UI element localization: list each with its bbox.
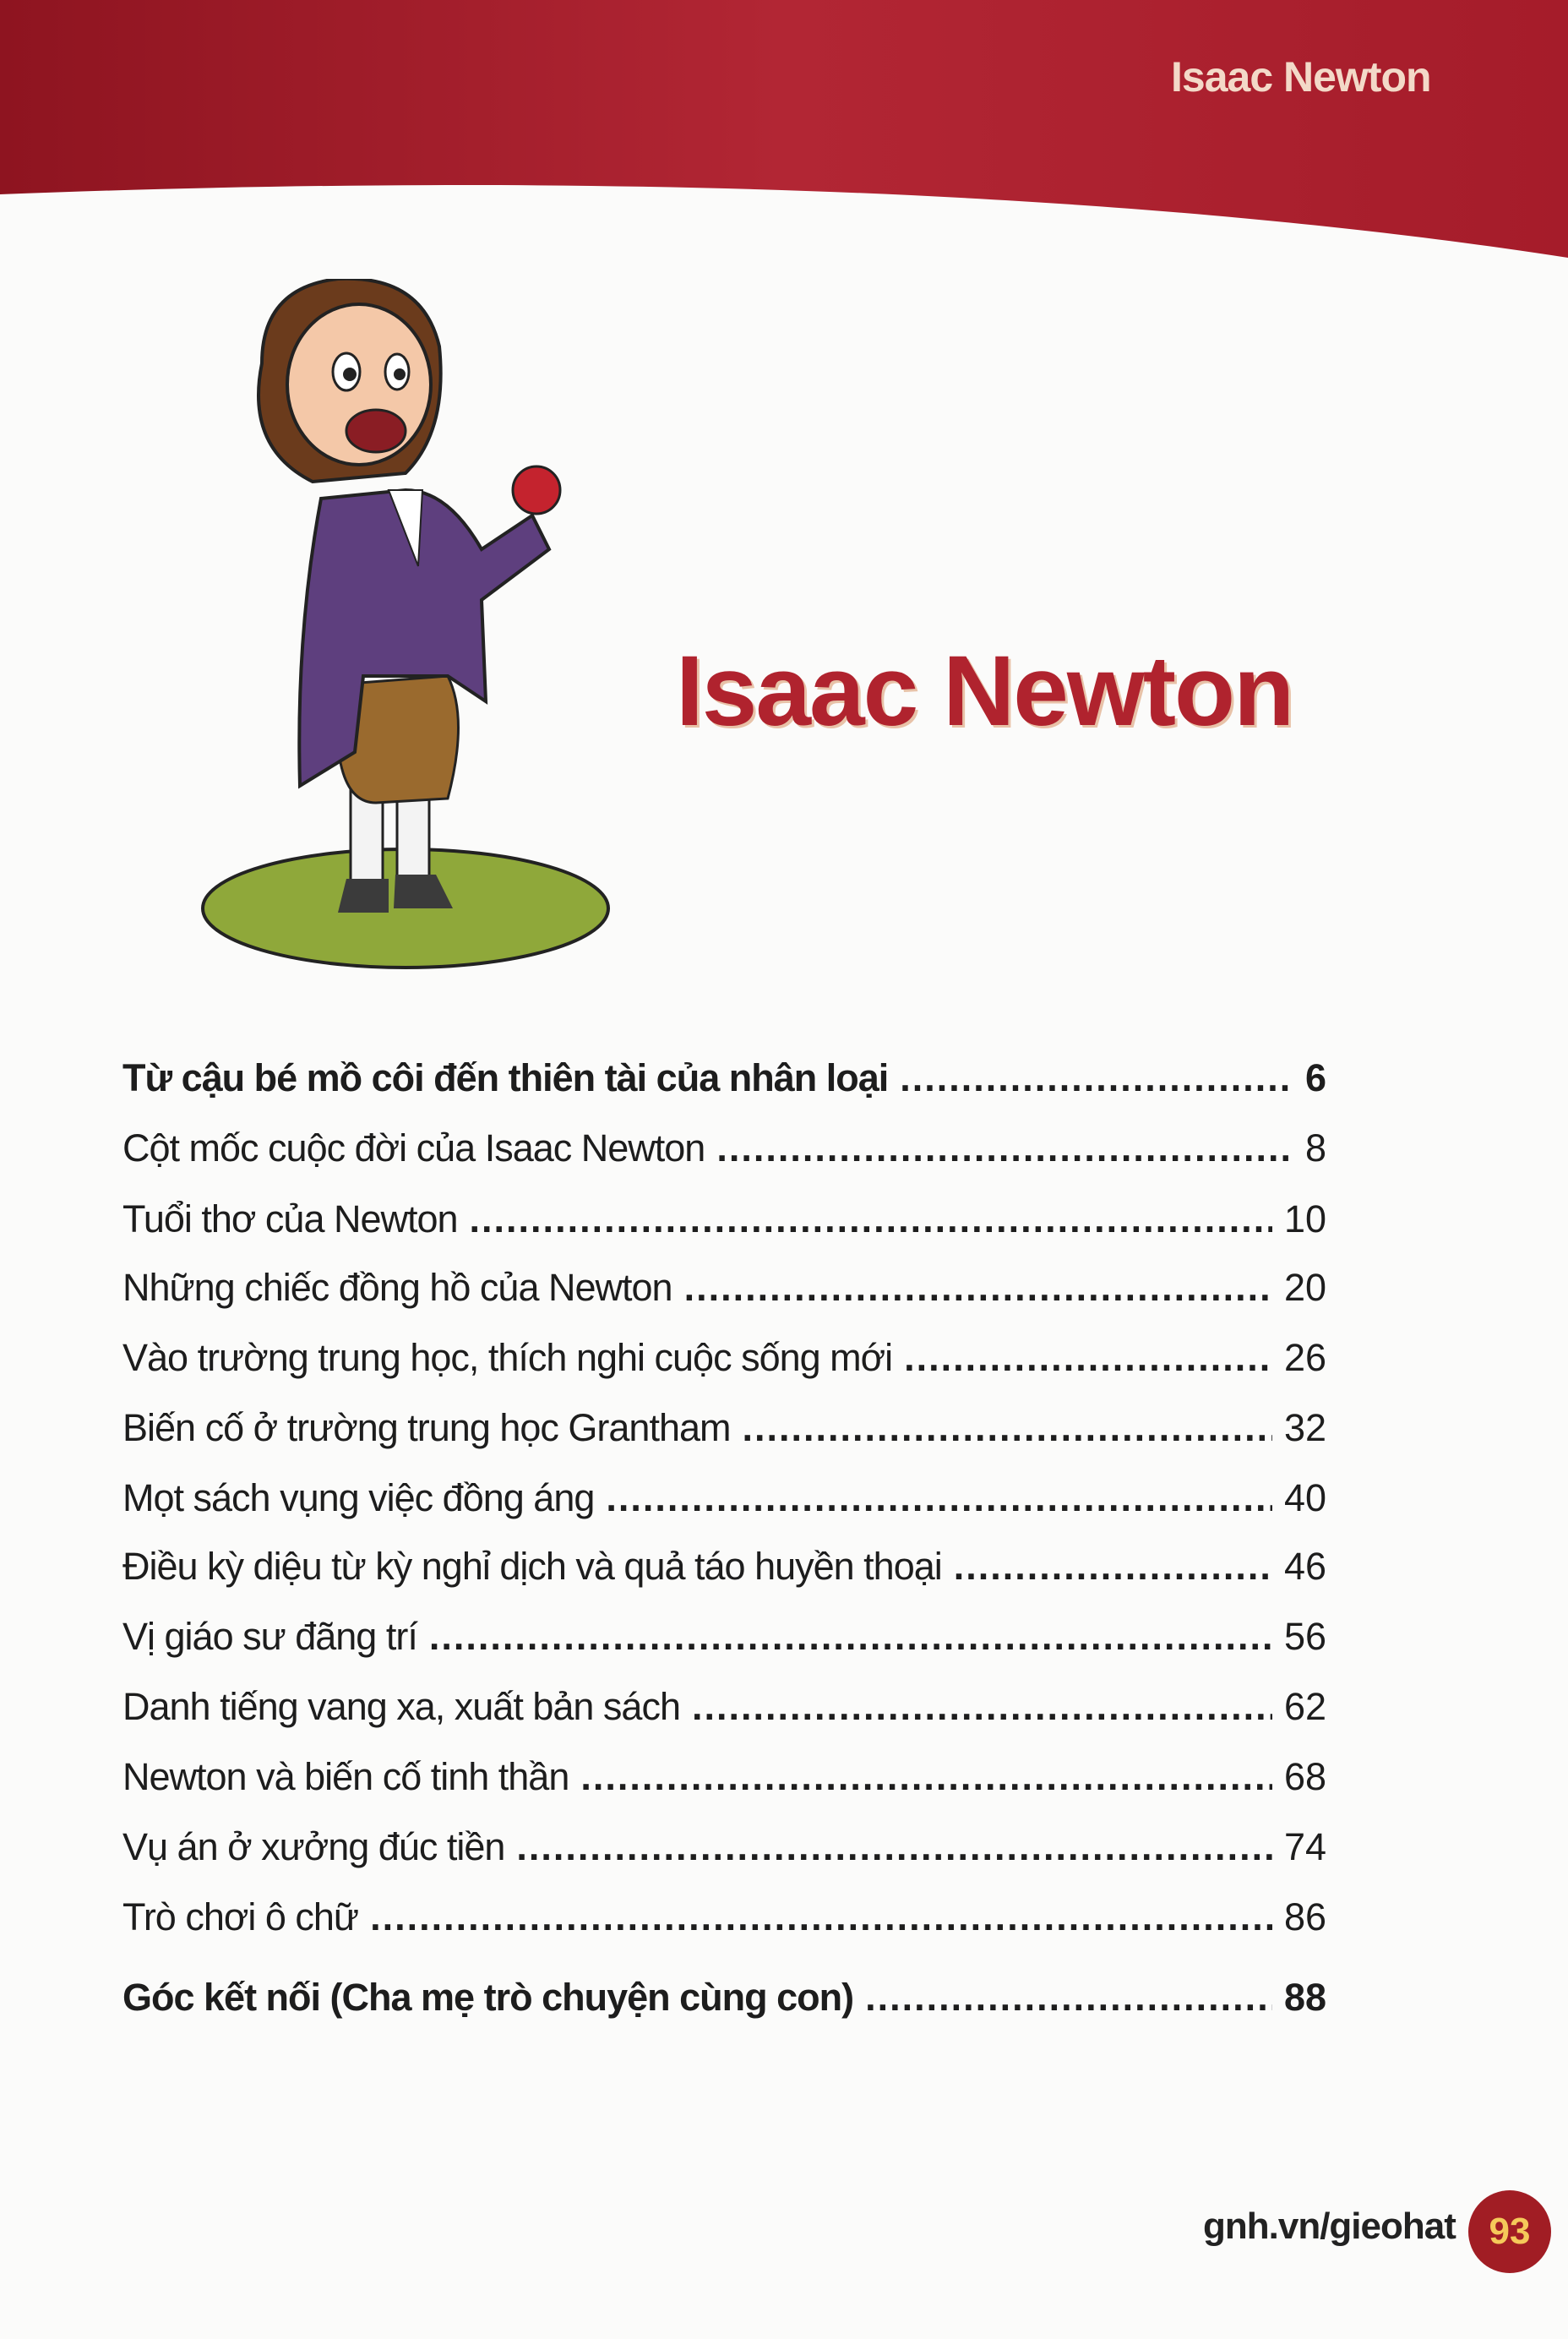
toc-entry-title: Từ cậu bé mồ côi đến thiên tài của nhân loại	[122, 1056, 889, 1099]
toc-entry[interactable]	[122, 1976, 1326, 2026]
toc-entry-title: Vào trường trung học, thích nghi cuộc sống mới	[122, 1336, 893, 1379]
dot-leader	[370, 1895, 1272, 1939]
toc-entry[interactable]	[122, 1406, 1326, 1457]
toc-entry-title: Danh tiếng vang xa, xuất bản sách	[122, 1685, 680, 1728]
toc-entry[interactable]	[122, 1266, 1326, 1317]
toc-entry[interactable]	[122, 1336, 1326, 1387]
running-header: Isaac Newton	[1171, 53, 1431, 101]
toc-entry[interactable]	[122, 1615, 1326, 1666]
toc-entry-page: 74	[1283, 1825, 1326, 1868]
toc-entry-page: 46	[1283, 1545, 1326, 1588]
toc-entry-title: Vụ án ở xưởng đúc tiền	[122, 1825, 505, 1868]
toc-entry-page: 20	[1283, 1266, 1326, 1309]
dot-leader	[954, 1545, 1272, 1589]
toc-entry-page: 40	[1283, 1476, 1326, 1519]
toc-entry-page: 8	[1304, 1126, 1326, 1170]
toc-entry-title: Vị giáo sư đãng trí	[122, 1615, 417, 1658]
dot-leader	[516, 1825, 1272, 1869]
toc-entry[interactable]	[122, 1685, 1326, 1736]
dot-leader	[470, 1197, 1272, 1241]
dot-leader	[743, 1406, 1272, 1450]
toc-entry-page: 88	[1283, 1976, 1326, 2019]
toc-entry[interactable]	[122, 1476, 1326, 1527]
toc-entry-page: 10	[1283, 1197, 1326, 1240]
toc-entry[interactable]	[122, 1545, 1326, 1595]
toc-entry-title: Tuổi thơ của Newton	[122, 1197, 458, 1240]
toc-entry-page: 86	[1283, 1895, 1326, 1938]
website-link[interactable]: gnh.vn/gieohat	[1203, 2205, 1456, 2247]
header-band	[0, 0, 1568, 270]
toc-entry[interactable]	[122, 1056, 1326, 1107]
toc-entry-page: 68	[1283, 1755, 1326, 1798]
toc-entry-page: 26	[1283, 1336, 1326, 1379]
toc-entry-title: Trò chơi ô chữ	[122, 1895, 359, 1938]
dot-leader	[580, 1755, 1272, 1799]
dot-leader	[692, 1685, 1272, 1729]
dot-leader	[606, 1476, 1272, 1520]
dot-leader	[429, 1615, 1272, 1659]
toc-entry[interactable]	[122, 1197, 1326, 1248]
toc-entry[interactable]	[122, 1126, 1326, 1177]
toc-entry-title: Những chiếc đồng hồ của Newton	[122, 1266, 672, 1309]
toc-entry-page: 6	[1304, 1056, 1326, 1099]
page-number-badge: 93	[1468, 2190, 1551, 2273]
toc-entry-title: Newton và biến cố tinh thần	[122, 1755, 569, 1798]
toc-entry-page: 56	[1283, 1615, 1326, 1658]
toc-entry-title: Biến cố ở trường trung học Grantham	[122, 1406, 731, 1449]
toc-entry-title: Điều kỳ diệu từ kỳ nghỉ dịch và quả táo huyền thoại	[122, 1545, 942, 1588]
dot-leader	[904, 1336, 1272, 1380]
toc-entry-title: Cột mốc cuộc đời của Isaac Newton	[122, 1126, 705, 1170]
toc-entry[interactable]	[122, 1895, 1326, 1946]
toc-entry[interactable]	[122, 1755, 1326, 1806]
toc-entry-title: Góc kết nối (Cha mẹ trò chuyện cùng con)	[122, 1976, 854, 2019]
toc-entry[interactable]	[122, 1825, 1326, 1876]
toc-entry-page: 62	[1283, 1685, 1326, 1728]
toc-entry-title: Mọt sách vụng việc đồng áng	[122, 1476, 595, 1519]
dot-leader	[900, 1056, 1293, 1100]
toc-entry-page: 32	[1283, 1406, 1326, 1449]
dot-leader	[865, 1976, 1272, 2020]
dot-leader	[684, 1266, 1272, 1310]
newton-illustration	[194, 279, 642, 980]
dot-leader	[716, 1126, 1293, 1170]
chapter-title: Isaac Newton	[676, 635, 1293, 747]
